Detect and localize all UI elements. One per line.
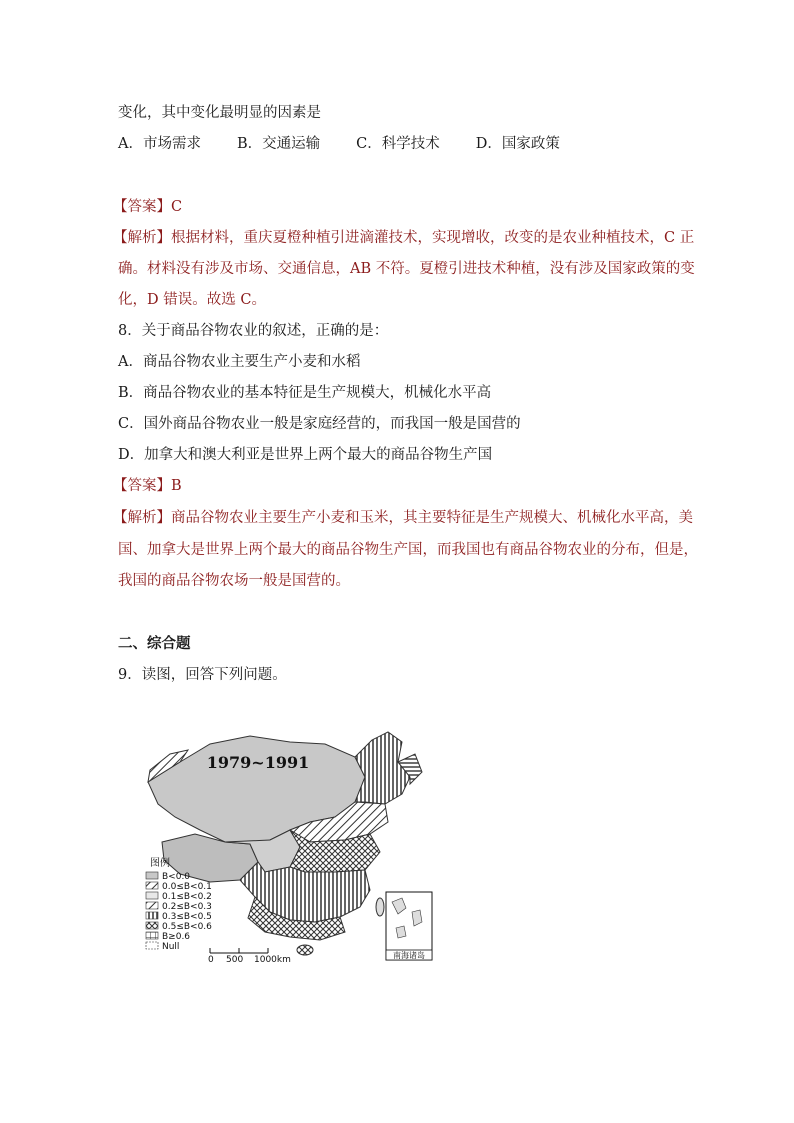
q7-analysis-label: 【解析】 [113, 230, 171, 246]
section-heading: 二、综合题 [118, 635, 191, 652]
q7-option-b: B．交通运输 [236, 136, 321, 152]
q9-stem: 9．读图，回答下列问题。 [118, 667, 287, 683]
china-map-figure [140, 722, 440, 967]
inset-label: 南海诸岛 [393, 951, 425, 960]
q7-option-c: C．科学技术 [356, 136, 440, 152]
q7-option-d: D．国家政策 [475, 136, 560, 152]
legend-item-1: B<0.0 [162, 872, 191, 882]
q7-options [118, 134, 596, 154]
q8-stem: 8．关于商品谷物农业的叙述，正确的是： [118, 323, 389, 339]
map-legend [146, 872, 212, 952]
q8-answer: 【答案】B [113, 478, 182, 494]
q7-answer: 【答案】C [113, 199, 183, 215]
q8-analysis-label: 【解析】 [113, 510, 171, 526]
q8-analysis-line-1: 【解析】商品谷物农业主要生产小麦和玉米，其主要特征是生产规模大、机械化水平高，美 [113, 510, 693, 526]
region-hainan [297, 945, 313, 955]
q8-analysis-line-2: 国、加拿大是世界上两个最大的商品谷物生产国，而我国也有商品谷物农业的分布，但是， [118, 542, 698, 558]
scale-label-0: 0 [208, 955, 214, 965]
region-northeast [355, 732, 410, 804]
q8-option-a: A．商品谷物农业主要生产小麦和水稻 [118, 354, 361, 370]
legend-item-8: Null [162, 942, 180, 952]
south-china-sea-inset [386, 892, 432, 960]
q8-option-b: B．商品谷物农业的基本特征是生产规模大，机械化水平高 [118, 385, 492, 401]
q7-analysis-line-1: 【解析】根据材料，重庆夏橙种植引进滴灌技术，实现增收，改变的是农业种植技术，C 正 [113, 230, 695, 246]
q8-analysis-line-3: 我国的商品谷物农场一般是国营的。 [118, 573, 350, 589]
q7-stem-tail: 变化，其中变化最明显的因素是 [118, 105, 321, 121]
legend-item-6: 0.5≤B<0.6 [162, 922, 212, 932]
scale-label-500: 500 [226, 955, 244, 965]
q8-option-d: D．加拿大和澳大利亚是世界上两个最大的商品谷物生产国 [118, 447, 493, 463]
q7-analysis-line-2: 确。材料没有涉及市场、交通信息，AB 不符。夏橙引进技术种植，没有涉及国家政策的变 [118, 261, 695, 277]
legend-item-7: B≥0.6 [162, 932, 191, 942]
q7-option-a: A．市场需求 [118, 136, 201, 152]
q8-option-c: C．国外商品谷物农业一般是家庭经营的，而我国一般是国营的 [118, 416, 521, 432]
q7-analysis-line-3: 化，D 错误。故选 C。 [118, 292, 266, 308]
scale-label-1000: 1000km [254, 955, 291, 965]
map-period: 1979~1991 [206, 753, 310, 772]
legend-item-4: 0.2≤B<0.3 [162, 902, 212, 912]
scale-bar [208, 948, 291, 965]
legend-item-5: 0.3≤B<0.5 [162, 912, 212, 922]
legend-title: 图例 [150, 858, 170, 869]
region-taiwan [376, 898, 384, 916]
china-map [140, 722, 440, 967]
legend-item-3: 0.1≤B<0.2 [162, 892, 212, 902]
legend-item-2: 0.0≤B<0.1 [162, 882, 212, 892]
